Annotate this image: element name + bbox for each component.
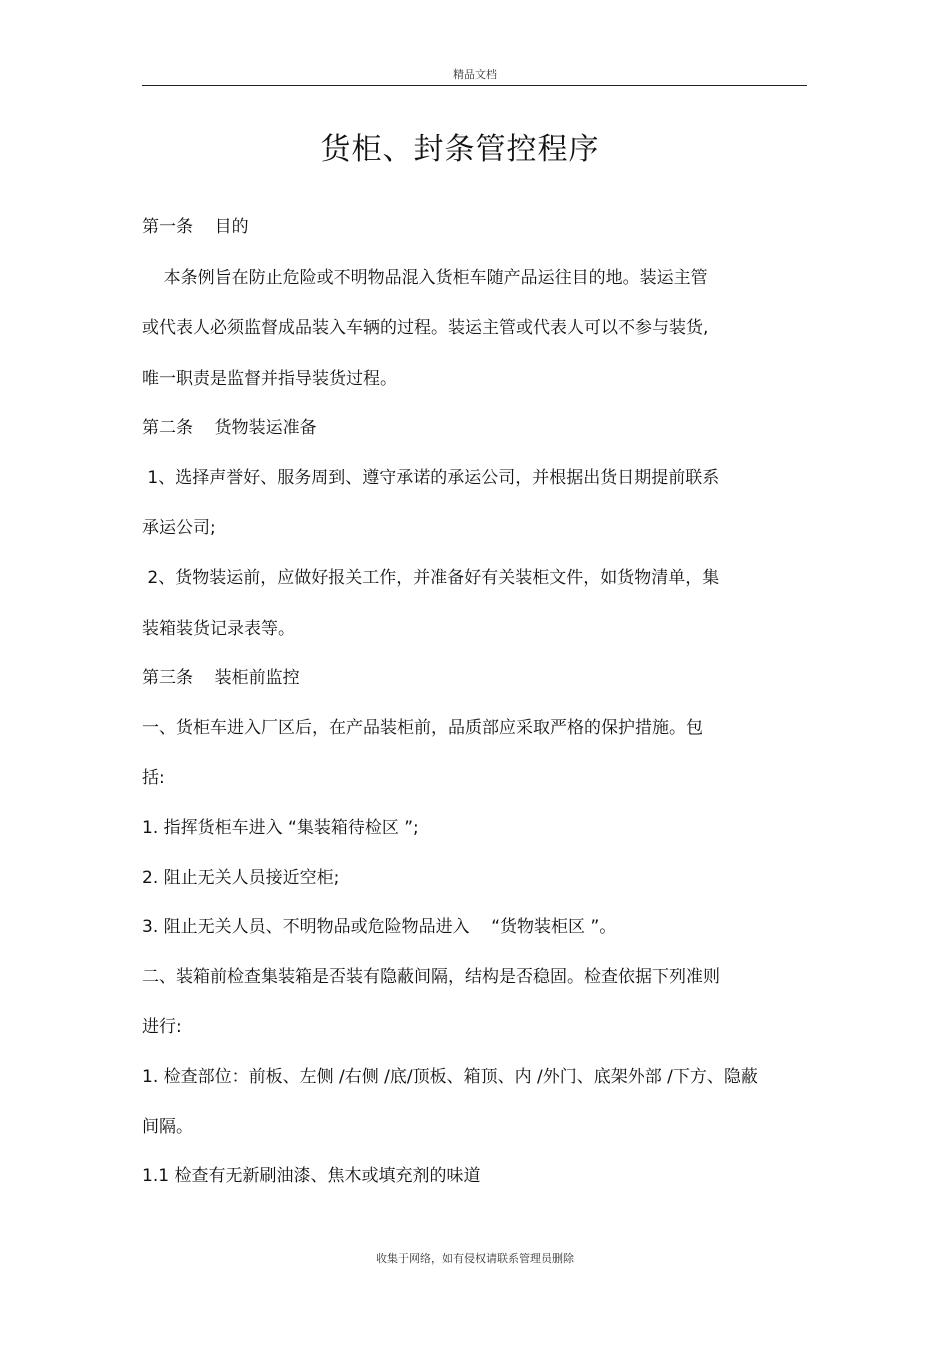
body-line: 括: — [142, 768, 165, 788]
body-line: 间隔。 — [142, 1117, 193, 1137]
body-line: 二、装箱前检查集装箱是否装有隐蔽间隔，结构是否稳固。检查依据下列准则 — [142, 967, 720, 987]
body-line: 承运公司; — [142, 518, 216, 538]
body-line: 1、选择声誉好、服务周到、遵守承诺的承运公司，并根据出货日期提前联系 — [142, 468, 720, 488]
body-line: 本条例旨在防止危险或不明物品混入货柜车随产品运往目的地。装运主管 — [142, 268, 708, 288]
header-label: 精品文档 — [453, 68, 497, 81]
body-line: 2. 阻止无关人员接近空柜; — [142, 868, 340, 888]
body-line: 1. 检查部位：前板、左侧 /右侧 /底/顶板、箱顶、内 /外门、底架外部 /下方、隐蔽 — [142, 1067, 758, 1087]
body-line: 2、货物装运前，应做好报关工作，并准备好有关装柜文件，如货物清单，集 — [142, 568, 720, 588]
body-line: 1. 指挥货柜车进入 “集装箱待检区 ”; — [142, 818, 419, 838]
body-line: 进行: — [142, 1017, 182, 1037]
body-line: 一、货柜车进入厂区后，在产品装柜前，品质部应采取严格的保护措施。包 — [142, 718, 703, 738]
document-title: 货柜、封条管控程序 — [320, 132, 600, 167]
body-line: 3. 阻止无关人员、不明物品或危险物品进入 “货物装柜区 ”。 — [142, 917, 617, 937]
body-line: 或代表人必须监督成品装入车辆的过程。装运主管或代表人可以不参与装货, — [142, 318, 709, 338]
body-line: 1.1 检查有无新刷油漆、焦木或填充剂的味道 — [142, 1166, 481, 1186]
body-line: 第三条 装柜前监控 — [142, 668, 300, 688]
page-footer: 收集于网络，如有侵权请联系管理员删除 — [376, 1252, 574, 1265]
body-line: 第二条 货物装运准备 — [142, 418, 317, 438]
body-line: 唯一职责是监督并指导装货过程。 — [142, 369, 397, 389]
body-line: 装箱装货记录表等。 — [142, 619, 295, 639]
body-line: 第一条 目的 — [142, 217, 249, 237]
